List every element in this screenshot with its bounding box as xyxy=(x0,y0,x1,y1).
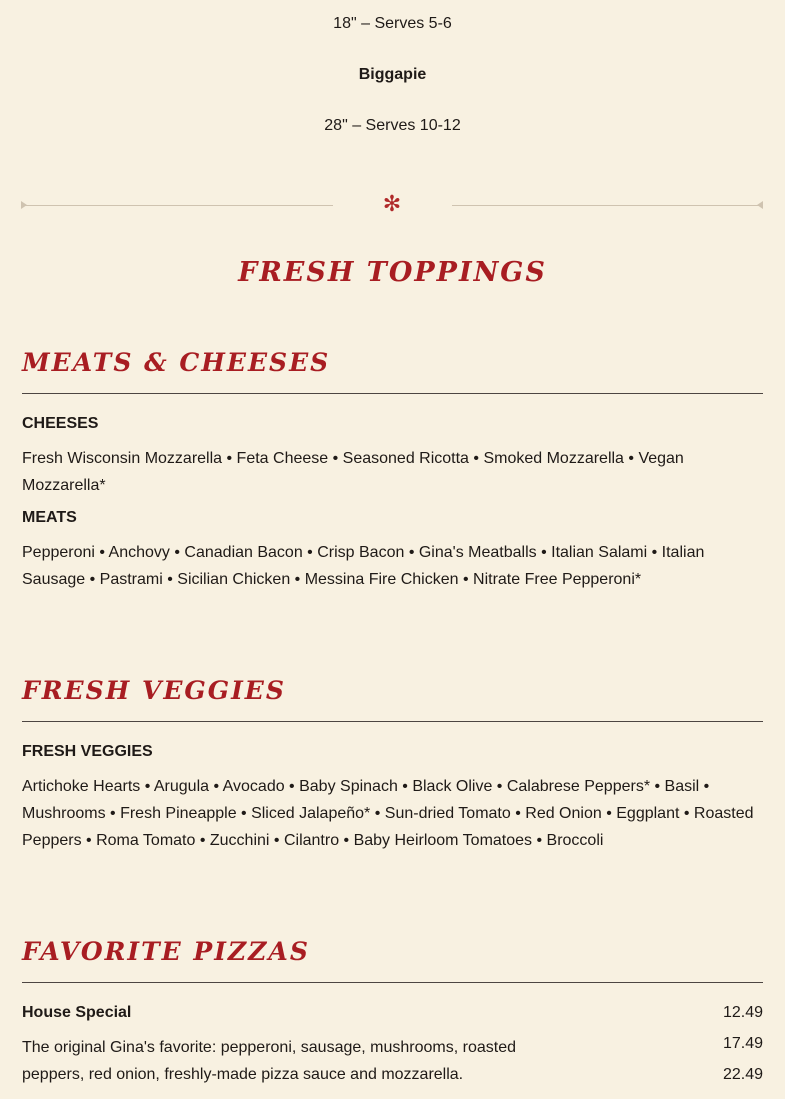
divider-right-line xyxy=(452,205,763,206)
divider-left-line xyxy=(22,205,333,206)
size-line-28: 28" – Serves 10-12 xyxy=(324,117,461,134)
meats-list: Pepperoni • Anchovy • Canadian Bacon • Crisp Bacon • Gina's Meatballs • Italian Salami • Italian Sausage • Pastrami • Sicilian Chicken • Messina Fire Chicken • Nitrate Free Pepperoni* xyxy=(22,544,705,588)
house-special-price-small: 12.49 xyxy=(722,1004,763,1021)
cheeses-heading: CHEESES xyxy=(22,415,99,432)
fresh-toppings-title: FRESH TOPPINGS xyxy=(238,257,547,288)
house-special-name: House Special xyxy=(22,1004,132,1021)
meats-cheeses-rule xyxy=(22,393,763,394)
fresh-veggies-list: Artichoke Hearts • Arugula • Avocado • Baby Spinach • Black Olive • Calabrese Peppers* • Basil • Mushrooms • Fresh Pineapple • Sliced Jalapeño* • Sun-dried Tomato • Red Onion • Eggplant • Roasted Peppers • Roma Tomato • Zucchini • Cilantro • Baby Heirloom Tomatoes • Broccoli xyxy=(22,778,754,849)
house-special-price-medium: 17.49 xyxy=(722,1035,763,1052)
house-special-price-large: 22.49 xyxy=(722,1066,763,1083)
ornamental-divider xyxy=(22,192,763,217)
cheeses-list: Fresh Wisconsin Mozzarella • Feta Cheese • Seasoned Ricotta • Smoked Mozzarella • Vegan Mozzarella* xyxy=(22,450,684,494)
favorite-pizzas-title: FAVORITE PIZZAS xyxy=(22,937,310,966)
biggapie-label: Biggapie xyxy=(358,66,427,83)
meats-cheeses-title: MEATS & CHEESES xyxy=(22,348,331,377)
fresh-veggies-rule xyxy=(22,721,763,722)
fresh-veggies-heading: FRESH VEGGIES xyxy=(22,743,153,760)
house-special-description: The original Gina's favorite: pepperoni, sausage, mushrooms, roasted peppers, red onion, freshly-made pizza sauce and mozzarella. xyxy=(22,1039,516,1083)
asterisk-icon: ✻ xyxy=(382,192,402,217)
fresh-veggies-title: FRESH VEGGIES xyxy=(22,676,286,705)
size-line-18: 18" – Serves 5-6 xyxy=(333,15,452,32)
favorite-pizzas-rule xyxy=(22,982,763,983)
meats-heading: MEATS xyxy=(22,509,77,526)
divider-right-cap xyxy=(757,201,763,209)
